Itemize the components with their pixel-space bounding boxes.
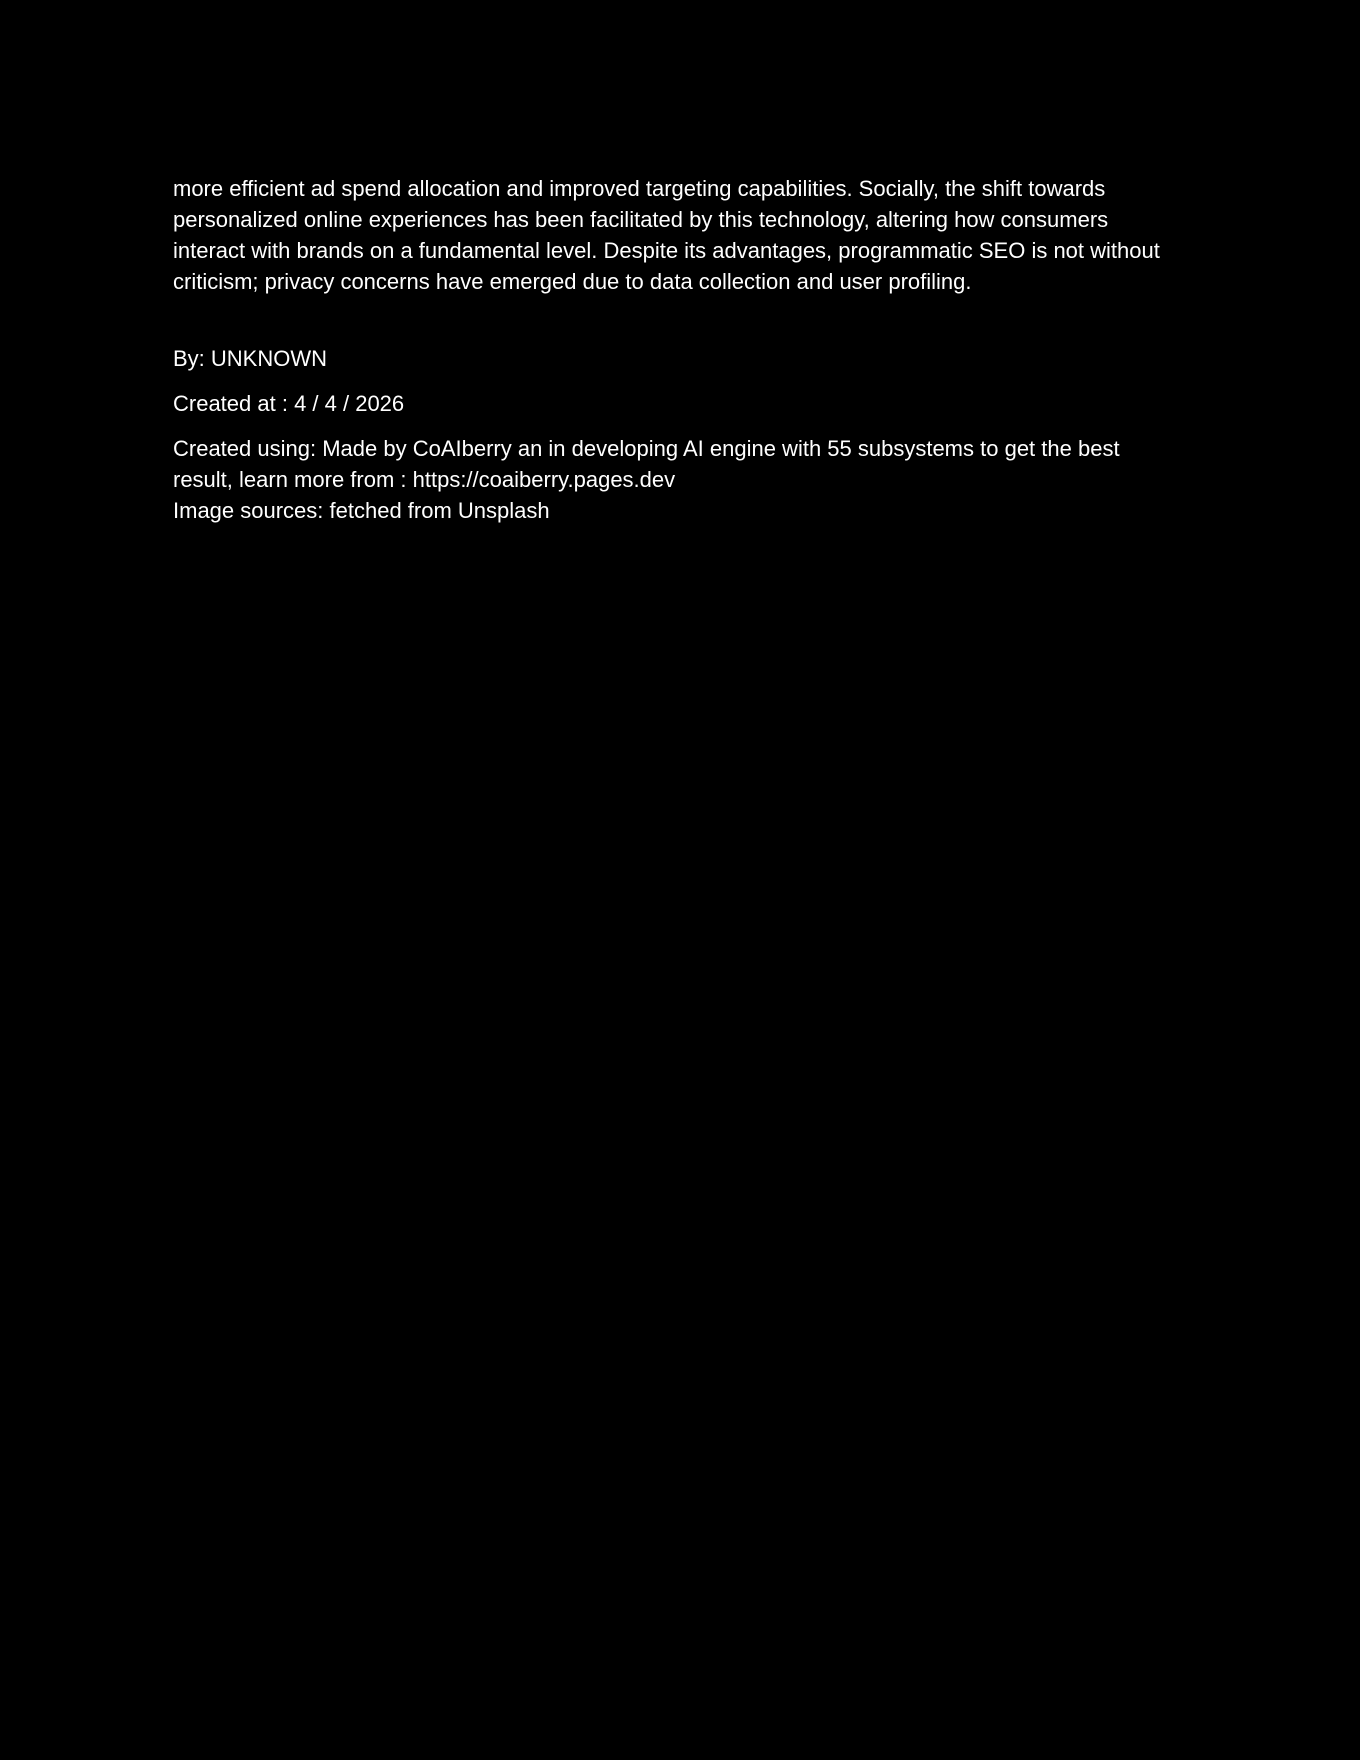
image-sources-line: Image sources: fetched from Unsplash	[173, 498, 550, 523]
author-line: By: UNKNOWN	[173, 346, 327, 371]
article-meta	[173, 343, 1183, 526]
created-at-line: Created at : 4 / 4 / 2026	[173, 391, 405, 416]
article-content	[173, 173, 1183, 526]
created-using-line: Created using: Made by CoAIberry an in developing AI engine with 55 subsystems to get the best result, learn more from : https://coaiberry.pages.dev	[173, 436, 1120, 492]
article-paragraph: more efficient ad spend allocation and improved targeting capabilities. Socially, the shift towards personalized online experiences has been facilitated by this technology, altering how consumers interact with brands on a fundamental level. Despite its advantages, programmatic SEO is not without criticism; privacy concerns have emerged due to data collection and user profiling.	[173, 176, 1160, 294]
